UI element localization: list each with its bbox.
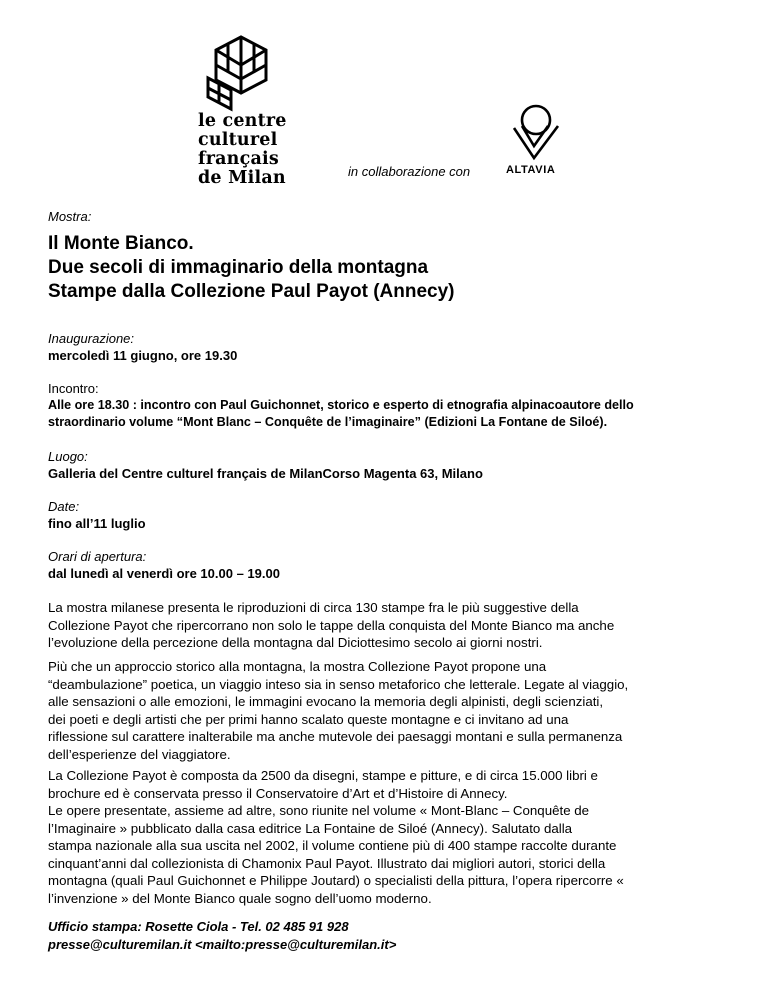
incontro-section bbox=[48, 380, 748, 431]
paragraph-1 bbox=[48, 599, 738, 652]
date-section bbox=[48, 498, 146, 532]
title-line-3: Stampe dalla Collezione Paul Payot (Annecy) bbox=[48, 281, 455, 302]
paragraph-3-line: l’Imaginaire » pubblicato dalla casa editrice La Fontaine de Siloé (Annecy). Salutato dalla bbox=[48, 820, 573, 836]
paragraph-2-line: dei poeti e degli artisti che per primi hanno scalato queste montagne e ci invitano ad una bbox=[48, 711, 569, 727]
paragraph-2 bbox=[48, 658, 738, 763]
title-line-2: Due secoli di immaginario della montagna bbox=[48, 257, 429, 278]
press-email-link[interactable]: presse@culturemilan.it <mailto:presse@culturemilan.it> bbox=[48, 937, 397, 952]
incontro-line-2: straordinario volume “Mont Blanc – Conquête de l’imaginaire” (Edizioni La Fontane de Siloé). bbox=[48, 415, 608, 429]
paragraph-2-line: dell’esperienze del viaggiatore. bbox=[48, 746, 231, 762]
ccf-logo bbox=[196, 34, 287, 188]
luogo-section bbox=[48, 448, 483, 482]
luogo-label: Luogo: bbox=[48, 449, 88, 464]
orari-value: dal lunedì al venerdì ore 10.00 – 19.00 bbox=[48, 566, 280, 581]
luogo-value: Galleria del Centre culturel français de MilanCorso Magenta 63, Milano bbox=[48, 466, 483, 481]
ccf-line-1: le centre bbox=[198, 111, 287, 131]
incontro-label: Incontro: bbox=[48, 381, 99, 396]
ccf-line-4: de Milan bbox=[198, 168, 286, 188]
paragraph-1-line: Collezione Payot che ripercorrano non solo le tappe della conquista del Monte Bianco ma anche bbox=[48, 617, 615, 633]
date-label: Date: bbox=[48, 499, 80, 514]
date-value: fino all’11 luglio bbox=[48, 516, 146, 531]
inaugurazione-value: mercoledì 11 giugno, ore 19.30 bbox=[48, 348, 238, 363]
incontro-line-1: Alle ore 18.30 : incontro con Paul Guichonnet, storico e esperto di etnografia alpinacoautore dello bbox=[48, 398, 634, 412]
orari-section bbox=[48, 548, 280, 582]
ccf-line-3: français bbox=[198, 149, 279, 169]
altavia-text: ALTAVIA bbox=[506, 164, 556, 176]
press-contact: Ufficio stampa: Rosette Ciola - Tel. 02 485 91 928 bbox=[48, 919, 349, 934]
paragraph-3-line: brochure ed è conservata presso il Conservatoire d’Art et d’Histoire di Annecy. bbox=[48, 785, 508, 801]
paragraph-2-line: alle sensazioni o alle emozioni, le immagini evocano la memoria degli alpinisti, degli scienziati, bbox=[48, 694, 604, 709]
lattice-cube-icon bbox=[196, 34, 286, 112]
inaugurazione-section bbox=[48, 330, 237, 364]
paragraph-3-line: cinquant’anni dal collezionista di Chamonix Paul Payot. Illustrato dai migliori autori, storici della bbox=[48, 855, 606, 871]
ccf-logo-text bbox=[198, 112, 287, 188]
paragraph-1-line: l’evoluzione della percezione della montagna dal Diciottesimo secolo ai giorni nostri. bbox=[48, 635, 543, 650]
altavia-ball-icon bbox=[500, 100, 570, 162]
paragraph-2-line: “deambulazione” poetica, un viaggio inteso sia in senso metaforico che letterale. Legate al viaggio, bbox=[48, 676, 629, 692]
orari-label: Orari di apertura: bbox=[48, 549, 147, 564]
collab-text: in collaborazione con bbox=[348, 164, 471, 179]
ccf-line-2: culturel bbox=[198, 130, 278, 150]
press-office bbox=[48, 918, 396, 954]
mostra-label: Mostra: bbox=[48, 209, 92, 224]
altavia-logo bbox=[500, 100, 570, 182]
paragraph-1-line: La mostra milanese presenta le riproduzioni di circa 130 stampe fra le più suggestive della bbox=[48, 600, 579, 615]
paragraph-3-line: l’invenzione » del Monte Bianco quale sogno dell’uomo moderno. bbox=[48, 890, 432, 906]
paragraph-2-line: riflessione sul carattere inalterabile ma anche mutevole dei paesaggi montani e sulla permanenza bbox=[48, 729, 623, 744]
title-line-1: Il Monte Bianco. bbox=[48, 233, 194, 254]
paragraph-2-line: Più che un approccio storico alla montagna, la mostra Collezione Payot propone una bbox=[48, 659, 547, 674]
paragraph-3-line: montagna (quali Paul Guichonnet e Philippe Joutard) o specialisti della pittura, l’opera ripercorre « bbox=[48, 873, 624, 888]
exhibition-title bbox=[48, 232, 455, 304]
paragraph-3-line: stampa nazionale alla sua uscita nel 2002, il volume contiene più di 400 stampe raccolte durante bbox=[48, 838, 617, 853]
paragraph-3 bbox=[48, 767, 738, 907]
paragraph-3-line: Le opere presentate, assieme ad altre, sono riunite nel volume « Mont-Blanc – Conquête de bbox=[48, 803, 590, 818]
inaugurazione-label: Inaugurazione: bbox=[48, 331, 135, 346]
paragraph-3-line: La Collezione Payot è composta da 2500 da disegni, stampe e pitture, e di circa 15.000 libri e bbox=[48, 768, 598, 783]
